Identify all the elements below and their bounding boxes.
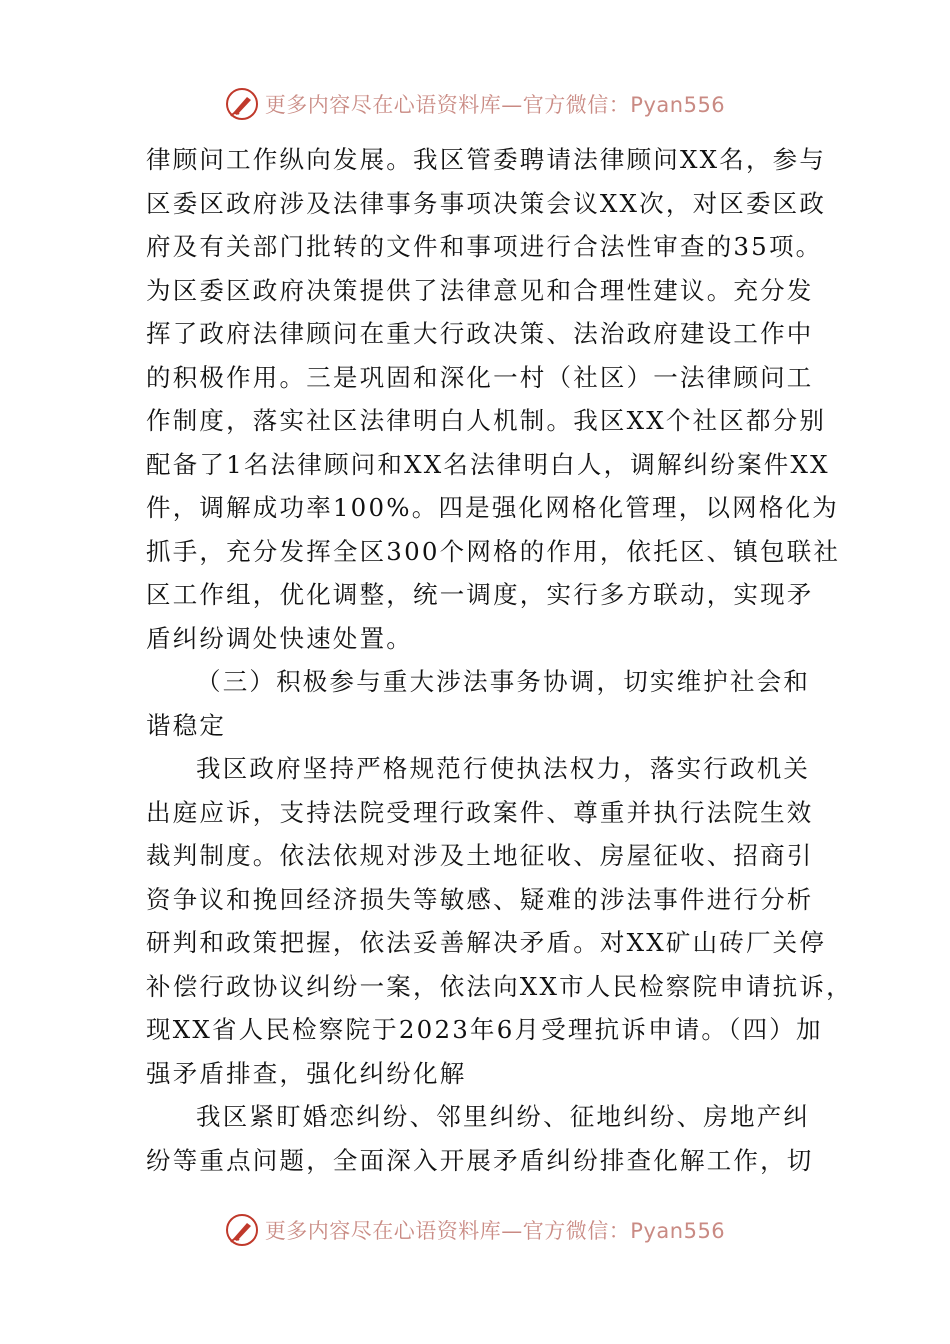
text-line: 我区紧盯婚恋纠纷、邻里纠纷、征地纠纷、房地产纠	[196, 1102, 811, 1131]
text-line: 区工作组，优化调整，统一调度，实行多方联动，实现矛	[146, 580, 814, 609]
watermark-text: 更多内容尽在心语资料库—官方微信：Pyan556	[264, 1219, 726, 1243]
header-watermark	[0, 84, 950, 124]
text-line: 区委区政府涉及法律事务事项决策会议XX次，对区委区政	[146, 188, 827, 218]
text-line: 资争议和挽回经济损失等敏感、疑难的涉法事件进行分析	[146, 884, 814, 914]
text-line: 作制度，落实社区法律明白人机制。我区XX个社区都分别	[146, 406, 827, 435]
text-line: 的积极作用。三是巩固和深化一村（社区）一法律顾问工	[146, 362, 814, 392]
text-line: 现XX省人民检察院于2023年6月受理抗诉申请。（四）加	[146, 1015, 823, 1044]
text-line: 配备了1名法律顾问和XX名法律明白人，调解纠纷案件XX	[146, 449, 830, 479]
watermark-text: 更多内容尽在心语资料库—官方微信：Pyan556	[264, 93, 726, 117]
text-line: 裁判制度。依法依规对涉及土地征收、房屋征收、招商引	[146, 841, 814, 870]
text-line: 谐稳定	[146, 710, 227, 740]
document-body	[146, 138, 853, 1182]
text-line: 纷等重点问题，全面深入开展矛盾纠纷排查化解工作，切	[146, 1145, 814, 1175]
footer-watermark	[0, 1210, 950, 1250]
pen-logo-icon	[225, 87, 259, 121]
text-line: 为区委区政府决策提供了法律意见和合理性建议。充分发	[146, 275, 814, 305]
text-line: 出庭应诉，支持法院受理行政案件、尊重并执行法院生效	[146, 797, 814, 827]
text-line: 强矛盾排查，强化纠纷化解	[146, 1058, 467, 1088]
text-line: 盾纠纷调处快速处置。	[146, 623, 413, 653]
text-line: （三）积极参与重大涉法事务协调，切实维护社会和	[196, 667, 811, 696]
text-line: 府及有关部门批转的文件和事项进行合法性审查的35项。	[146, 232, 823, 261]
text-line: 律顾问工作纵向发展。我区管委聘请法律顾问XX名，参与	[146, 145, 827, 174]
text-line: 抓手，充分发挥全区300个网格的作用，依托区、镇包联社	[146, 536, 841, 566]
text-line: 补偿行政协议纠纷一案，依法向XX市人民检察院申请抗诉，	[146, 971, 853, 1001]
text-line: 件，调解成功率100%。四是强化网格化管理，以网格化为	[146, 493, 839, 522]
text-line: 我区政府坚持严格规范行使执法权力，落实行政机关	[196, 754, 811, 783]
text-line: 挥了政府法律顾问在重大行政决策、法治政府建设工作中	[146, 319, 814, 348]
text-line: 研判和政策把握，依法妥善解决矛盾。对XX矿山砖厂关停	[146, 928, 827, 957]
pen-logo-icon	[225, 1213, 259, 1247]
